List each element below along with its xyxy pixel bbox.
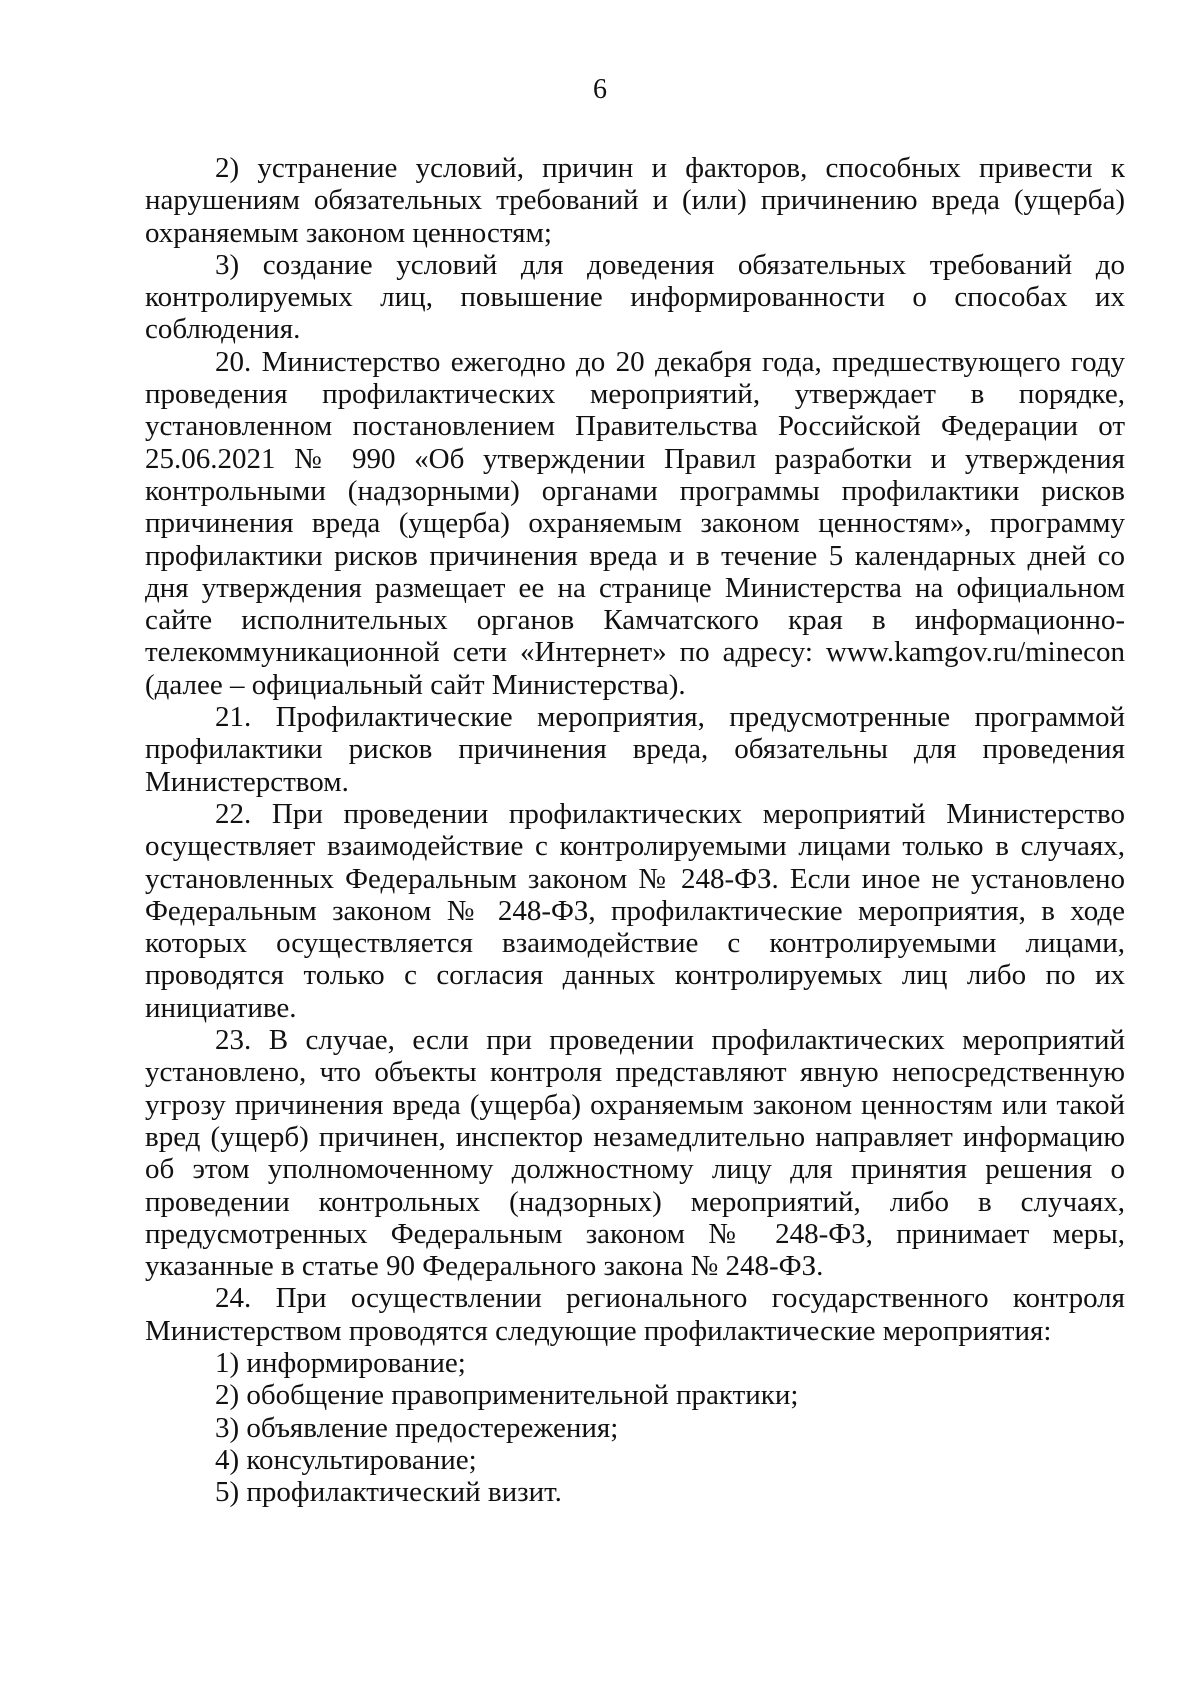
measures-list <box>145 1347 1125 1508</box>
paragraph-item-3: 3) создание условий для доведения обязательных требований до контролируемых лиц, повышение информированности о способах их соблюдения. <box>145 248 1125 346</box>
paragraph-21: 21. Профилактические мероприятия, предусмотренные программой профилактики рисков причинения вреда, обязательны для проведения Министерством. <box>145 701 1125 798</box>
page-number: 6 <box>593 74 607 105</box>
paragraph-22: 22. При проведении профилактических мероприятий Министерство осуществляет взаимодействие с контролируемыми лицами только в случаях, установленных Федеральным законом № 248-ФЗ. Если иное не установлено Федеральным законом № 248-ФЗ, профилактические мероприятия, в ходе которых осуществляется взаимодействие с контролируемыми лицами, проводятся только с согласия данных контролируемых лиц либо по их инициативе. <box>145 797 1125 1024</box>
paragraph-24: 24. При осуществлении регионального государственного контроля Министерством проводятся следующие профилактические мероприятия: <box>145 1282 1125 1347</box>
paragraph-item-2: 2) устранение условий, причин и факторов, способных привести к нарушениям обязательных требований и (или) причинению вреда (ущерба) охраняемым законом ценностям; <box>145 152 1125 249</box>
list-item: 3) объявление предостережения; <box>215 1411 619 1444</box>
list-item: 4) консультирование; <box>215 1443 477 1476</box>
document-body <box>145 152 1125 1508</box>
list-item: 1) информирование; <box>215 1346 466 1379</box>
list-item: 5) профилактический визит. <box>215 1476 562 1509</box>
paragraph-20: 20. Министерство ежегодно до 20 декабря года, предшествующего году проведения профилактических мероприятий, утверждает в порядке, установленном постановлением Правительства Российской Федерации от 25.06.2021 № 990 «Об утверждении Правил разработки и утверждения контрольными (надзорными) органами программы профилактики рисков причинения вреда (ущерба) охраняемым законом ценностям», программу профилактики рисков причинения вреда и в течение 5 календарных дней со дня утверждения размещает ее на странице Министерства на официальном сайте исполнительных органов Камчатского края в информационно-телекоммуникационной сети «Интернет» по адресу: www.kamgov.ru/minecon (далее – официальный сайт Министерства). <box>145 345 1125 701</box>
list-item: 2) обобщение правоприменительной практики; <box>215 1379 799 1412</box>
paragraph-23: 23. В случае, если при проведении профилактических мероприятий установлено, что объекты контроля представляют явную непосредственную угрозу причинения вреда (ущерба) охраняемым законом ценностям или такой вред (ущерб) причинен, инспектор незамедлительно направляет информацию об этом уполномоченному должностному лицу для принятия решения о проведении контрольных (надзорных) мероприятий, либо в случаях, предусмотренных Федеральным законом № 248-ФЗ, принимает меры, указанные в статье 90 Федерального закона № 248-ФЗ. <box>145 1024 1125 1283</box>
